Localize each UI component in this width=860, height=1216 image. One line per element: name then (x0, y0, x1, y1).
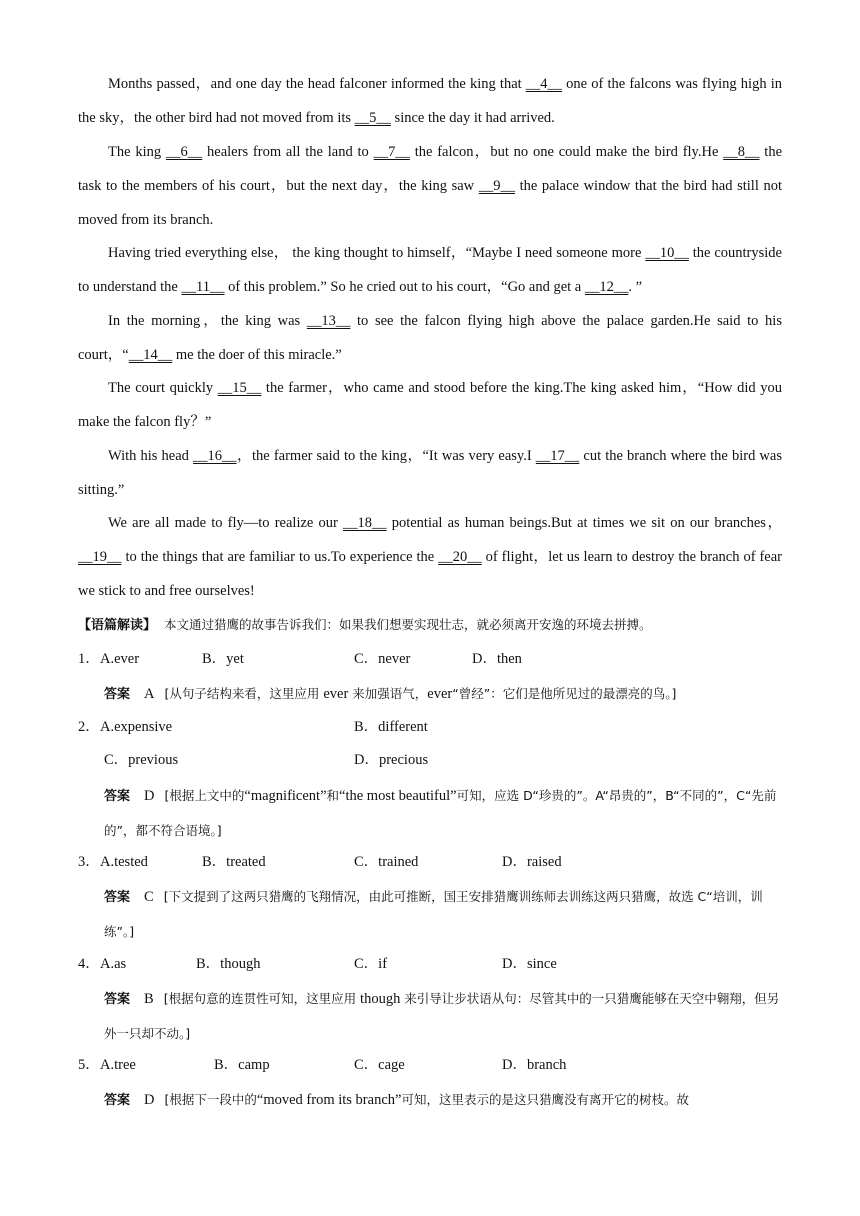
option-b: B．different (354, 719, 428, 735)
option-d: D．precious (354, 752, 429, 768)
explanation-run: though (360, 991, 401, 1007)
answer-explanation (104, 788, 776, 839)
passage-paragraph-6 (78, 440, 782, 508)
answer-label: 答案 (104, 789, 131, 804)
option-a: A.tree (100, 1057, 136, 1073)
explanation-run: 和 (326, 788, 340, 803)
option-b: B．treated (202, 854, 266, 870)
passage-paragraph-1 (78, 68, 782, 136)
answer-letter: A (144, 686, 155, 702)
text-span: one of the falcons was flying high in the sky，the other bird had not moved from its (78, 76, 782, 126)
passage-paragraph-3 (78, 237, 782, 305)
question-4-answer (104, 982, 784, 1052)
answer-label: 答案 (104, 1093, 131, 1108)
text-span: the farmer，who came and stood before the king.The king asked him，“How did you make the falcon fly？” (78, 380, 782, 430)
answer-letter: D (144, 1092, 155, 1108)
analysis-text: 本文通过猎鹰的故事告诉我们：如果我们想要实现壮志，就必须离开安逸的环境去拼搏。 (164, 617, 652, 632)
question-3-answer (104, 880, 784, 950)
text-span: healers from all the land to (202, 144, 374, 160)
text-span: to see the falcon flying high above the palace garden.He said to his court，“ (78, 313, 782, 363)
question-number: 3． (78, 854, 100, 870)
blank-8: __8__ (723, 144, 760, 160)
answer-letter: D (144, 788, 155, 804)
blank-9: __9__ (478, 177, 515, 194)
text-span: of this problem.” So he cried out to his court，“Go and get a (224, 278, 585, 295)
passage-analysis (78, 610, 782, 641)
text-span: Months passed，and one day the head falconer informed the king that (108, 76, 526, 92)
answer-explanation (104, 991, 779, 1042)
passage-paragraph-2 (78, 136, 782, 237)
option-d: D．then (472, 651, 522, 667)
question-number: 5． (78, 1057, 100, 1073)
explanation-run: “moved from its branch” (256, 1092, 402, 1108)
answer-letter: C (144, 889, 154, 905)
question-2-answer (104, 779, 784, 849)
option-c: C．trained (354, 854, 419, 870)
explanation-run: [根据上文中的 (164, 788, 245, 803)
blank-18: __18__ (343, 515, 387, 531)
explanation-run: 来引导让步状语从句：尽管其中的一只猎鹰能够在天空中翱翔，但另外一只却不动。] (104, 991, 780, 1041)
passage-paragraph-7 (78, 507, 782, 608)
text-span: The court quickly (108, 380, 218, 396)
blank-5: __5__ (354, 109, 391, 126)
blank-13: __13__ (306, 313, 351, 329)
text-span: The king (108, 144, 166, 160)
explanation-run: [根据下一段中的 (164, 1092, 257, 1107)
text-span: since the day it had arrived. (390, 109, 555, 126)
answer-explanation (165, 686, 677, 702)
blank-20: __20__ (438, 548, 482, 565)
option-c: C．never (354, 651, 411, 667)
option-c: C．cage (354, 1057, 405, 1073)
option-d: D．branch (502, 1057, 567, 1073)
option-b: B．though (196, 956, 261, 972)
explanation-run: “the most beautiful” (339, 788, 457, 804)
passage-paragraph-5 (78, 372, 782, 440)
text-span: the falcon，but no one could make the bird fly.He (409, 144, 724, 160)
text-span: to the things that are familiar to us.To experience the (121, 548, 439, 565)
text-span: cut the branch where the bird was sitting.” (78, 448, 782, 498)
question-number: 1． (78, 651, 100, 667)
question-5-answer (104, 1083, 784, 1118)
option-a: A.expensive (100, 719, 173, 735)
explanation-run: [根据句意的连贯性可知，这里应用 (163, 991, 361, 1006)
text-span: of flight，let us learn to destroy the branch of fear we stick to and free ourselves! (78, 548, 783, 599)
text-span: ，the farmer said to the king，“It was very easy.I (236, 448, 536, 464)
passage-paragraph-4 (78, 305, 782, 373)
option-a: A.as (100, 956, 127, 972)
answer-letter: B (144, 991, 154, 1007)
blank-6: __6__ (165, 144, 203, 160)
text-span: With his head (108, 448, 194, 464)
answer-label: 答案 (104, 687, 131, 702)
question-number: 2． (78, 719, 100, 735)
text-span: the countryside to understand the (78, 245, 782, 295)
explanation-run: “曾经”：它们是他所见过的最漂亮的鸟。] (452, 686, 677, 701)
blank-14: __14__ (128, 346, 173, 363)
option-a: A.ever (100, 651, 140, 667)
explanation-run: 可知，这里表示的是这只猎鹰没有离开它的树枝。故 (401, 1092, 689, 1107)
answer-explanation (165, 1092, 689, 1108)
blank-11: __11__ (181, 278, 225, 295)
explanation-run: “magnificent” (244, 788, 327, 804)
blank-19: __19__ (78, 548, 122, 565)
text-span: In the morning，the king was (108, 313, 307, 329)
text-span: . ” (628, 278, 643, 295)
text-span: Having tried everything else， the king thought to himself，“Maybe I need someone more (108, 245, 646, 261)
blank-12: __12__ (584, 278, 629, 295)
question-number: 4． (78, 956, 100, 972)
text-span: the task to the members of his court，but the next day，the king saw (78, 144, 782, 194)
option-b: B．yet (202, 651, 244, 667)
blank-17: __17__ (535, 448, 580, 464)
text-span: me the doer of this miracle.” (172, 346, 342, 363)
text-span: potential as human beings.But at times we sit on our branches， (386, 515, 782, 531)
answer-label: 答案 (104, 890, 131, 905)
option-c: C．previous (104, 752, 179, 768)
answer-label: 答案 (104, 992, 131, 1007)
text-span: We are all made to fly—to realize our (108, 515, 344, 531)
text-span: the palace window that the bird had still not moved from its branch. (78, 177, 782, 228)
answer-explanation (104, 889, 763, 940)
blank-15: __15__ (217, 380, 262, 396)
explanation-run: [从句子结构来看，这里应用 (164, 686, 324, 701)
explanation-run: ever (323, 686, 349, 702)
option-c: C．if (354, 956, 388, 972)
explanation-run: [下文提到了这两只猎鹰的飞翔情况，由此可推断，国王安排猎鹰训练师去训练这两只猎鹰，故选 C“培训，训练”。] (104, 889, 763, 939)
blank-4: __4__ (525, 76, 563, 92)
analysis-heading: 【语篇解读】 (78, 618, 157, 633)
explanation-run: 可知，应选 D“珍贵的”。A“昂贵的”，B“不同的”，C“先前的”，都不符合语境。] (104, 788, 777, 838)
option-d: D．raised (502, 854, 562, 870)
option-d: D．since (502, 956, 557, 972)
explanation-run: ever (427, 686, 453, 702)
question-1-answer (104, 677, 784, 712)
blank-7: __7__ (373, 144, 410, 160)
option-b: B．camp (214, 1057, 270, 1073)
option-a: A.tested (100, 854, 148, 870)
explanation-run: 来加强语气， (348, 686, 428, 701)
blank-16: __16__ (193, 448, 237, 464)
blank-10: __10__ (645, 245, 689, 261)
